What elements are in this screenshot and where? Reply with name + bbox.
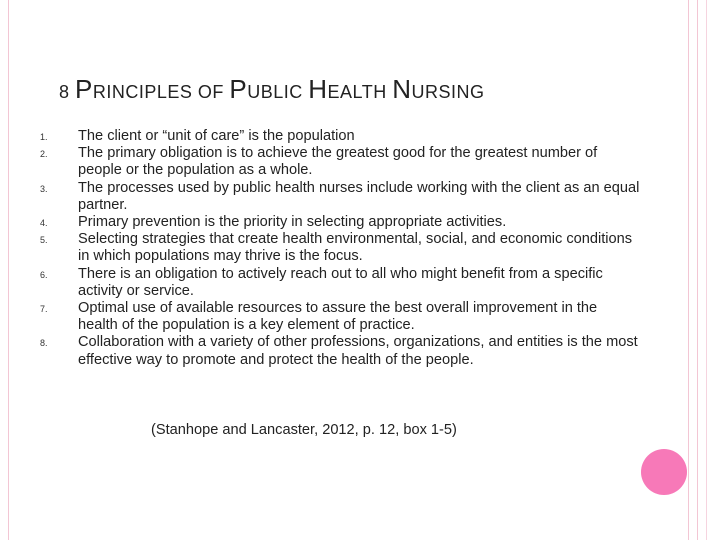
principles-list [40,128,640,369]
list-item-text: Primary prevention is the priority in selecting appropriate activities. [78,214,507,231]
list-item [40,145,640,179]
title-word [229,74,309,104]
title-small-caps: EALTH [327,82,393,102]
list-item [40,128,640,145]
list-item-text: Optimal use of available resources to assure the best overall improvement in the health of the population is a key element of practice. [78,300,598,334]
title-word [392,74,485,104]
list-item-number: 8. [40,338,48,349]
list-item [40,214,640,231]
list-item-number: 4. [40,218,48,229]
list-item-number: 3. [40,183,48,194]
title-word [308,74,393,104]
list-item-text: There is an obligation to actively reach out to all who might benefit from a specific activity or service. [78,265,603,299]
title-capital: P [75,74,93,104]
list-item-text: Collaboration with a variety of other professions, organizations, and entities is the most effective way to promote and protect the health of the people. [78,334,638,368]
list-item-text: The primary obligation is to achieve the greatest good for the greatest number of people or the population as a whole. [78,145,598,179]
list-item [40,266,640,300]
decorative-rule [697,0,698,540]
list-item-number: 7. [40,304,48,315]
title-word [75,74,230,104]
citation: (Stanhope and Lancaster, 2012, p. 12, box 1-5) [151,422,457,438]
list-item-number: 2. [40,149,48,160]
list-item-number: 6. [40,269,48,280]
title-capital: P [229,74,248,104]
title-capital: N [392,74,412,104]
list-item-number: 1. [40,132,48,142]
list-item [40,231,640,265]
list-item-number: 5. [40,235,48,246]
accent-circle [641,449,687,495]
title-small-caps: URSING [411,82,485,102]
list-item-text: The processes used by public health nurses include working with the client as an equal partner. [78,179,640,213]
title-small-caps: RINCIPLES OF [92,82,230,102]
title-capital: H [308,74,328,104]
list-item [40,180,640,214]
decorative-rule [706,0,707,540]
list-item [40,300,640,334]
list-item-text: The client or “unit of care” is the population [78,128,355,144]
list-item [40,334,640,368]
title-lead: 8 [59,82,76,102]
slide-title [59,74,485,105]
title-small-caps: UBLIC [247,82,309,102]
list-item-text: Selecting strategies that create health environmental, social, and economic conditions in which populations may thrive is the focus. [78,231,633,265]
